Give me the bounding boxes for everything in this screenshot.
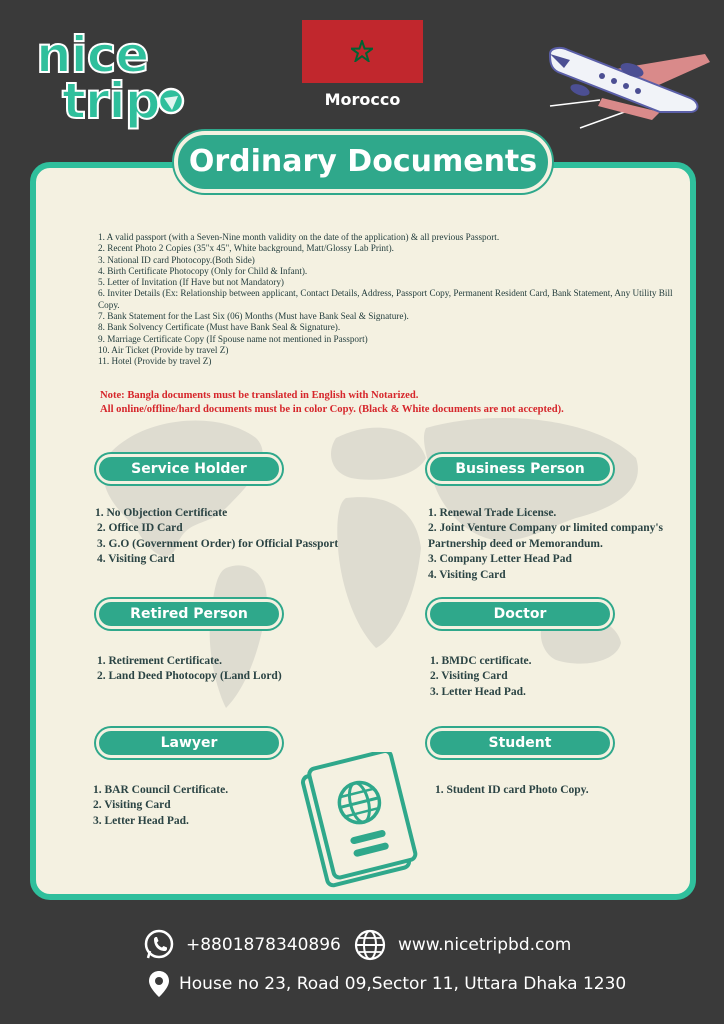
note-line: All online/offline/hard documents must be in color Copy. (Black & White documents are not accepted). (100, 404, 564, 415)
footer-address (148, 970, 626, 998)
list-item: 1. Renewal Trade License. (428, 507, 557, 519)
website-link[interactable]: www.nicetripbd.com (398, 935, 572, 955)
page-title: Ordinary Documents (174, 131, 552, 193)
list-item: 8. Bank Solvency Certificate (Must have Bank Seal & Signature). (98, 322, 341, 333)
doctor-list (430, 654, 680, 700)
list-item: 7. Bank Statement for the Last Six (06) Months (Must have Bank Seal & Signature). (98, 311, 409, 322)
passport-icon (292, 752, 420, 892)
note-block (100, 389, 660, 417)
list-item: 2. Land Deed Photocopy (Land Lord) (97, 670, 282, 683)
student-list (435, 783, 685, 798)
location-pin-icon (148, 970, 170, 998)
list-item: 1. A valid passport (with a Seven-Nine month validity on the date of the application) & all previous Passport. (98, 232, 500, 242)
list-item: 1. Student ID card Photo Copy. (435, 784, 589, 796)
brand-logo (34, 26, 190, 140)
logo-text-top: nice (36, 26, 149, 84)
list-item: 2. Visiting Card (93, 799, 171, 812)
section-title-retired-person: Retired Person (96, 599, 282, 629)
list-item: 2. Recent Photo 2 Copies (35"x 45", White background, Matt/Glossy Lab Print). (98, 243, 394, 254)
globe-icon (354, 929, 386, 961)
lawyer-list (93, 783, 293, 829)
list-item: 11. Hotel (Provide by travel Z) (98, 356, 212, 367)
list-item: 4. Visiting Card (97, 553, 175, 566)
list-item: 6. Inviter Details (Ex: Relationship between applicant, Contact Details, Address, Passport Copy, Permanent Resident Card, Bank Statement, Any Utility Bill Copy. (98, 288, 673, 310)
list-item: 1. BAR Council Certificate. (93, 784, 229, 796)
note-line: Note: Bangla documents must be translated in English with Notarized. (100, 390, 419, 401)
list-item: 3. Letter Head Pad. (430, 685, 526, 698)
logo-pin-icon (154, 86, 188, 120)
whatsapp-icon (143, 929, 175, 961)
list-item: 4. Birth Certificate Photocopy (Only for Child & Infant). (98, 265, 308, 276)
logo-text-bottom: trip (62, 72, 160, 130)
list-item: 1. Retirement Certificate. (97, 655, 222, 667)
footer-website (354, 929, 571, 961)
list-item: 1. No Objection Certificate (95, 507, 228, 519)
morocco-flag (302, 20, 423, 83)
service-holder-list (95, 506, 395, 568)
list-item: 3. Company Letter Head Pad (428, 553, 572, 566)
list-item: 10. Air Ticket (Provide by travel Z) (98, 344, 229, 355)
business-person-list (428, 506, 684, 583)
list-item: 9. Marriage Certificate Copy (If Spouse name not mentioned in Passport) (98, 333, 368, 344)
airplane-icon (540, 40, 710, 130)
phone-number: +8801878340896 (186, 935, 341, 955)
footer-phone (143, 929, 341, 961)
address-text: House no 23, Road 09,Sector 11, Uttara Dhaka 1230 (179, 974, 627, 994)
flag-star-icon (351, 40, 373, 62)
list-item: 3. Letter Head Pad. (93, 814, 189, 827)
list-item: 3. National ID card Photocopy.(Both Side) (98, 254, 255, 265)
list-item: 5. Letter of Invitation (If Have but not Mandatory) (98, 277, 284, 288)
list-item: 2. Office ID Card (97, 522, 183, 535)
list-item: 2. Joint Venture Company or limited company's Partnership deed or Memorandum. (428, 522, 664, 550)
list-item: 3. G.O (Government Order) for Official Passport (97, 537, 339, 550)
section-title-student: Student (427, 728, 613, 758)
country-label: Morocco (324, 90, 401, 109)
ordinary-documents-list (98, 232, 678, 368)
section-title-business-person: Business Person (427, 454, 613, 484)
section-title-service-holder: Service Holder (96, 454, 282, 484)
list-item: 4. Visiting Card (428, 568, 506, 581)
list-item: 2. Visiting Card (430, 670, 508, 683)
retired-person-list (97, 654, 397, 685)
list-item: 1. BMDC certificate. (430, 655, 532, 667)
section-title-lawyer: Lawyer (96, 728, 282, 758)
section-title-doctor: Doctor (427, 599, 613, 629)
